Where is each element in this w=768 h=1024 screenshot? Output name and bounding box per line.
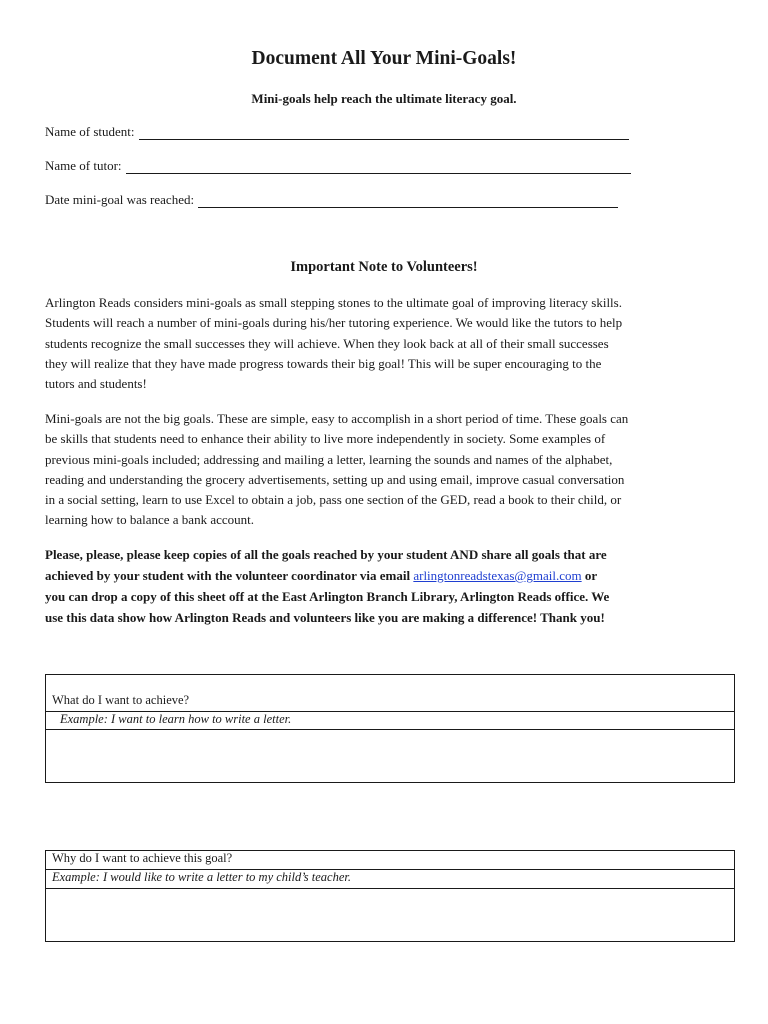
paragraph-line: reading and understanding the grocery advertisements, setting up and using email, improve casual conversation	[45, 471, 625, 487]
paragraph-text: or	[581, 568, 598, 583]
achieve-example: Example: I want to learn how to write a letter.	[46, 712, 734, 730]
note-paragraph-2	[45, 409, 735, 531]
paragraph-line: Mini-goals are not the big goals. These are simple, easy to accomplish in a short period of time. These goals can	[45, 411, 629, 426]
achieve-question: What do I want to achieve?	[46, 675, 734, 712]
tutor-name-label: Name of tutor:	[45, 158, 122, 173]
paragraph-line: Please, please, please keep copies of all the goals reached by your student AND share all goals that are	[45, 547, 607, 562]
paragraph-line: previous mini-goals included; addressing and mailing a letter, learning the sounds and names of the alphabet,	[45, 451, 613, 467]
note-heading: Important Note to Volunteers!	[290, 259, 478, 275]
student-name-field[interactable]	[45, 124, 629, 140]
paragraph-line: Arlington Reads considers mini-goals as small stepping stones to the ultimate goal of improving literacy skills.	[45, 295, 622, 310]
why-question: Why do I want to achieve this goal?	[46, 851, 734, 870]
tutor-name-field[interactable]	[45, 158, 631, 174]
paragraph-text: achieved by your student with the volunteer coordinator via email	[45, 568, 414, 583]
paragraph-line: they will realize that they have made progress towards their big goal! This will be super encouraging to the	[45, 355, 602, 371]
achieve-goal-box	[45, 674, 735, 783]
note-paragraph-3	[45, 544, 735, 628]
paragraph-line: Students will reach a number of mini-goals during his/her tutoring experience. We would like the tutors to help	[45, 315, 623, 331]
page-subtitle: Mini-goals help reach the ultimate literacy goal.	[251, 91, 517, 106]
page-title: Document All Your Mini-Goals!	[251, 48, 517, 69]
paragraph-line: students recognize the small successes they will achieve. When they look back at all of their small successes	[45, 335, 609, 351]
paragraph-line	[45, 565, 735, 586]
tutor-name-line[interactable]	[126, 160, 631, 174]
student-name-label: Name of student:	[45, 124, 135, 139]
paragraph-line: in a social setting, learn to use Excel to obtain a job, pass one section of the GED, read a book to their child, or	[45, 492, 622, 508]
why-answer-area[interactable]	[46, 889, 734, 941]
date-reached-label: Date mini-goal was reached:	[45, 192, 195, 207]
paragraph-line: tutors and students!	[45, 376, 147, 392]
paragraph-line: use this data show how Arlington Reads and volunteers like you are making a difference! Thank you!	[45, 610, 605, 625]
paragraph-line: be skills that students need to enhance their ability to live more independently in society. Some examples of	[45, 431, 606, 447]
paragraph-line: learning how to balance a bank account.	[45, 512, 254, 528]
note-paragraph-1	[45, 293, 735, 394]
date-reached-line[interactable]	[198, 194, 618, 208]
why-example: Example: I would like to write a letter to my child’s teacher.	[46, 870, 734, 889]
coordinator-email-link[interactable]: arlingtonreadstexas@gmail.com	[413, 568, 582, 583]
achieve-answer-area[interactable]	[46, 730, 734, 782]
why-goal-box	[45, 850, 735, 942]
date-reached-field[interactable]	[45, 192, 618, 208]
paragraph-line: you can drop a copy of this sheet off at the East Arlington Branch Library, Arlington Reads office. We	[45, 589, 610, 604]
student-name-line[interactable]	[139, 126, 629, 140]
